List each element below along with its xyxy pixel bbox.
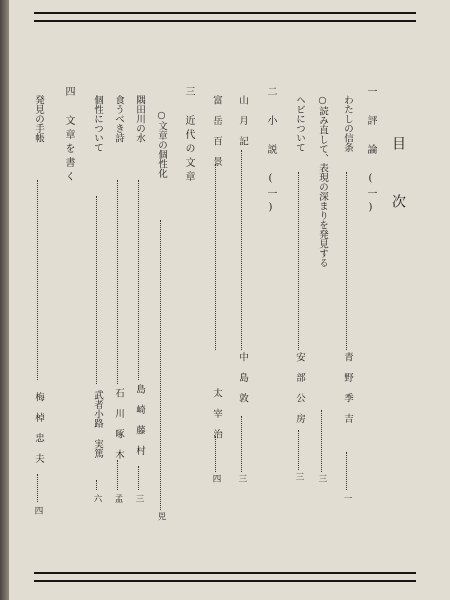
entry-author: 石 川 啄 木 xyxy=(113,388,124,459)
dot-leader xyxy=(298,172,299,350)
dot-leader xyxy=(96,196,97,384)
entry-page: 四 xyxy=(211,474,221,483)
toc-title-column xyxy=(390,0,406,600)
dot-leader xyxy=(117,460,118,490)
entry-title: 個性について xyxy=(92,95,103,152)
entry-author: 梅 棹 忠 夫 xyxy=(33,392,44,463)
dot-leader xyxy=(117,180,118,384)
section-2-column xyxy=(262,0,278,600)
entry-title: わたしの信条 xyxy=(342,95,353,152)
entry-title: 食うべき詩 xyxy=(113,95,124,143)
entry-title: ヘビについて xyxy=(294,95,305,152)
entry-page: 兕 xyxy=(156,512,166,521)
toc-entry[interactable] xyxy=(89,0,105,600)
entry-title: ○文章の個性化 xyxy=(156,110,167,178)
toc-entry[interactable] xyxy=(314,0,330,600)
entry-page: 一 xyxy=(342,494,352,503)
dot-leader xyxy=(298,430,299,470)
dot-leader xyxy=(346,452,347,490)
dot-leader xyxy=(346,172,347,350)
entry-page: 三 xyxy=(134,494,144,503)
section-3-heading: 三 近代の文章 xyxy=(183,86,194,185)
dot-leader xyxy=(138,466,139,490)
dot-leader xyxy=(215,436,216,472)
entry-page: 六 xyxy=(92,494,102,503)
section-1-heading: 一 評 論 (一) xyxy=(365,86,376,217)
toc-entry[interactable] xyxy=(291,0,307,600)
dot-leader xyxy=(37,180,38,380)
dot-leader xyxy=(241,150,242,350)
dot-leader xyxy=(96,480,97,490)
section-4-heading: 四 文章を書く xyxy=(63,86,74,185)
entry-page: 三 xyxy=(294,472,304,481)
toc-entry[interactable] xyxy=(30,0,46,600)
entry-page: 孟 xyxy=(113,494,123,503)
dot-leader xyxy=(215,164,216,350)
dot-leader xyxy=(138,180,139,380)
entry-author: 中 島 敦 xyxy=(237,352,248,403)
section-4-column xyxy=(60,0,76,600)
toc-entry[interactable] xyxy=(110,0,126,600)
toc-entry[interactable] xyxy=(131,0,147,600)
entry-author: 島 崎 藤 村 xyxy=(134,384,145,455)
dot-leader xyxy=(321,410,322,472)
toc-entry[interactable] xyxy=(208,0,224,600)
dot-leader xyxy=(241,416,242,472)
toc-entry[interactable] xyxy=(234,0,250,600)
entry-page: 三 xyxy=(317,474,327,483)
entry-page: 四 xyxy=(33,506,43,515)
toc-entry[interactable] xyxy=(153,0,169,600)
section-3-column xyxy=(180,0,196,600)
dot-leader xyxy=(37,474,38,502)
entry-author: 太 宰 治 xyxy=(211,388,222,439)
entry-title: 富 岳 百 景 xyxy=(211,95,222,166)
page-edge-shadow xyxy=(0,0,9,600)
entry-title: ○読み直して、表現の深まりを発見する xyxy=(317,95,328,268)
entry-title: 発見の手帳 xyxy=(33,95,44,143)
entry-author: 安 部 公 房 xyxy=(294,352,305,423)
dot-leader xyxy=(160,220,161,510)
entry-title: 山 月 記 xyxy=(237,95,248,146)
entry-author: 青 野 季 吉 xyxy=(342,352,353,423)
toc-title: 目 次 xyxy=(390,136,406,222)
entry-title: 隅田川の水 xyxy=(134,95,145,143)
section-1-column xyxy=(362,0,378,600)
entry-page: 三 xyxy=(237,474,247,483)
section-2-heading: 二 小 説 (一) xyxy=(265,86,276,217)
toc-entry[interactable] xyxy=(339,0,355,600)
entry-author: 武者小路 実篤 xyxy=(92,390,103,458)
